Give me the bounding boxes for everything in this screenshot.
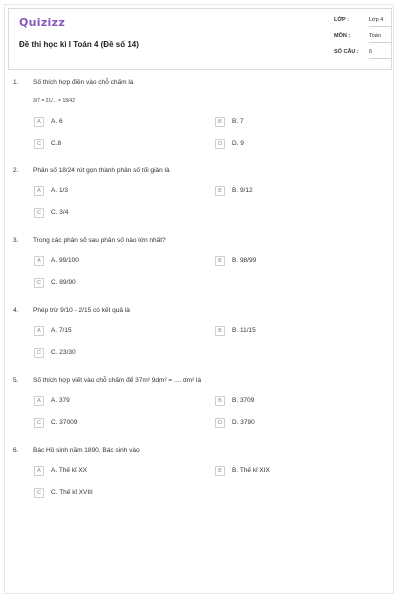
option-letter-box: A <box>34 186 44 196</box>
question-text: Trong các phân số sau phân số nào lớn nhất? <box>33 237 166 244</box>
option-letter-box: D <box>215 139 225 149</box>
option-text: C. 3/4 <box>51 209 69 216</box>
option-text: B. 7 <box>232 118 244 125</box>
option-text: A. 1/3 <box>51 187 68 194</box>
question-formula: 3/7 = 21/... = 18/42 <box>33 98 75 104</box>
option-letter-box: A <box>34 396 44 406</box>
meta-subject-value: Toán <box>369 33 381 39</box>
option-text: C. 37009 <box>51 419 78 426</box>
option-text: C. 23/30 <box>51 349 76 356</box>
option-letter-box: B <box>215 256 225 266</box>
meta-subject-underline <box>369 42 391 43</box>
option-text: C.8 <box>51 140 62 147</box>
question-text: Phép trừ 9/10 - 2/15 có kết quả là <box>33 307 130 314</box>
question-text: Số thích hợp viết vào chỗ chấm để 37m² 9dm² = .... dm² là <box>33 377 202 384</box>
meta-count-value: 6 <box>369 49 373 55</box>
question-number: 5. <box>13 377 19 384</box>
option-letter-box: A <box>34 326 44 336</box>
option-letter-box: C <box>34 348 44 358</box>
meta-subject-label: MÔN : <box>334 33 351 39</box>
worksheet-header <box>8 8 392 70</box>
option-letter-box: C <box>34 139 44 149</box>
option-text: A. 379 <box>51 397 70 404</box>
option-text: B. 11/15 <box>232 327 256 334</box>
option-letter-box: B <box>215 326 225 336</box>
question-number: 4. <box>13 307 19 314</box>
option-text: A. 99/100 <box>51 257 79 264</box>
worksheet-title: Đề thi học kì I Toán 4 (Đề số 14) <box>19 40 139 49</box>
option-letter-box: D <box>215 418 225 428</box>
option-text: D. 9 <box>232 140 244 147</box>
meta-class-underline <box>369 26 391 27</box>
option-letter-box: B <box>215 466 225 476</box>
option-letter-box: C <box>34 418 44 428</box>
question-text: Phân số 18/24 rút gọn thành phân số tối giản là <box>33 167 170 174</box>
option-text: B. Thế kỉ XIX <box>232 467 270 474</box>
option-text: C. Thế kỉ XVIII <box>51 489 93 496</box>
option-text: C. 89/90 <box>51 279 76 286</box>
option-letter-box: B <box>215 396 225 406</box>
question-number: 3. <box>13 237 19 244</box>
meta-class-label: LỚP : <box>334 17 349 23</box>
meta-count-label: SỐ CÂU : <box>334 49 359 55</box>
question-text: Bác Hồ sinh năm 1890. Bác sinh vào <box>33 447 140 454</box>
question-text: Số thích hợp điền vào chỗ chấm là <box>33 79 134 86</box>
option-letter-box: C <box>34 278 44 288</box>
option-letter-box: A <box>34 466 44 476</box>
option-letter-box: C <box>34 488 44 498</box>
option-letter-box: B <box>215 117 225 127</box>
option-text: D. 3790 <box>232 419 255 426</box>
option-letter-box: A <box>34 117 44 127</box>
option-letter-box: C <box>34 208 44 218</box>
option-text: A. 7/15 <box>51 327 72 334</box>
option-text: A. 6 <box>51 118 63 125</box>
option-letter-box: A <box>34 256 44 266</box>
meta-count-underline <box>369 58 391 59</box>
option-text: B. 9/12 <box>232 187 253 194</box>
option-text: B. 98/99 <box>232 257 257 264</box>
quizizz-logo: Quizizz <box>19 16 66 29</box>
page-border <box>4 4 394 594</box>
question-number: 1. <box>13 79 19 86</box>
question-number: 2. <box>13 167 19 174</box>
question-number: 6. <box>13 447 19 454</box>
meta-class-value: Lớp 4 <box>369 17 384 23</box>
option-letter-box: B <box>215 186 225 196</box>
option-text: B. 3709 <box>232 397 255 404</box>
option-text: A. Thế kỉ XX <box>51 467 88 474</box>
